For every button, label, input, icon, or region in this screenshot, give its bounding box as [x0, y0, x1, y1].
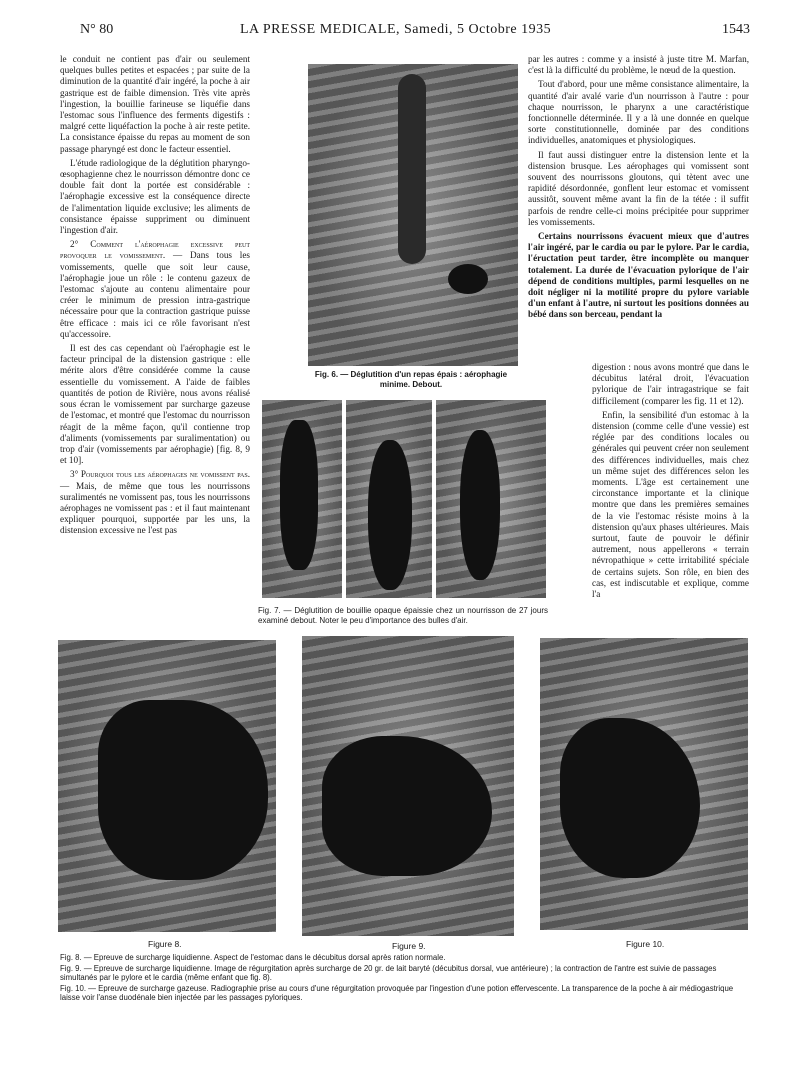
page-header	[60, 22, 750, 40]
contrast-bolus	[280, 420, 318, 570]
paragraph: Tout d'abord, pour une même consistance alimentaire, la quantité d'air avalé varie d'un nourrisson à l'autre : pour chaque nourrisson, le pharynx a une caractéristique fonctionnelle déterminée. Il y a là une donnée en quelque sorte constitutionnelle, dominée par des conditions individuelles, anatomiques et physiologiques.	[528, 79, 749, 146]
section-3	[60, 469, 250, 536]
figure-7-caption: Fig. 7. — Déglutition de bouillie opaque épaissie chez un nourrisson de 27 jours examiné debout. Noter le peu d'importance des bulles d'air.	[258, 606, 548, 625]
issue-number: N° 80	[80, 22, 114, 37]
contrast-bolus	[448, 264, 488, 294]
figure-8-xray	[58, 640, 276, 932]
section-heading: 2° Comment l'aérophagie excessive peut provoquer le vomissement.	[60, 239, 250, 261]
paragraph: Il faut aussi distinguer entre la distension lente et la distension brusque. Les aérophages qui vomissent sont souvent des nourrissons gloutons, qui tètent avec une rapidité désordonnée, gonflent leur estomac et vomissent aussitôt, souvent même avant la fin de la tétée : il suffit parfois de rendre celle-ci moins précipitée pour supprimer les vomissements.	[528, 149, 749, 227]
left-column	[60, 54, 250, 540]
stomach-shadow	[560, 718, 700, 878]
paragraph: L'étude radiologique de la déglutition pharyngo-œsophagienne chez le nourrisson démontre donc ce double fait dont la portée est considérable : l'aérophagie excessive est la conséquence directe de l'alimentation liquide exclusive; les aliments de consistance épaisse suppriment ou diminuent l'ingestion d'air.	[60, 157, 250, 236]
figure-8-caption: Fig. 8. — Epreuve de surcharge liquidienne. Aspect de l'estomac dans le décubitus dorsal après ration normale.	[60, 953, 446, 962]
figure-9-caption: Fig. 9. — Epreuve de surcharge liquidienne. Image de régurgitation après surcharge de 20 gr. de lait baryté (décubitus dorsal, vue antérieure) ; la contraction de l'antre est suivie de passages simultanés par le pylore et le cardia (même enfant que fig. 8).	[60, 963, 717, 983]
figure-6-caption: Fig. 6. — Déglutition d'un repas épais : aérophagie minime. Debout.	[314, 370, 508, 389]
figure-7a-xray	[262, 400, 342, 598]
section-text: — Dans tous les vomissements, quelle que soit leur cause, l'aérophagie joue un rôle : le contenu gazeux de l'estomac s'ajoute au contenu alimentaire pour créer le minimum de pression intra-gastrique nécessaire pour que la contraction gastrique puisse être efficace : mais ici ce rôle favorisant n'est qu'accessoire.	[60, 250, 251, 339]
right-column	[528, 54, 749, 324]
figure-7c-xray	[436, 400, 546, 598]
journal-title: LA PRESSE MEDICALE, Samedi, 5 Octobre 1935	[240, 22, 552, 37]
section-heading: 3° Pourquoi tous les aérophages ne vomissent pas.	[70, 469, 250, 480]
paragraph: le conduit ne contient pas d'air ou seulement quelques bulles petites et espacées ; par suite de la diminution de la quantité d'air ingéré, la poche à air gastrique est de faible dimension. Très vite après l'ingestion, la bouillie farineuse se liquéfie dans l'estomac sous l'influence des ferments digestifs : malgré cette liquéfaction la poche à air reste petite. La consistance épaisse du repas au moment de son passage pharyngé est donc le facteur essentiel.	[60, 54, 250, 154]
page-number: 1543	[722, 22, 750, 37]
right-column-continued	[592, 362, 749, 603]
figure-10-label: Figure 10.	[626, 939, 665, 949]
figure-8-label: Figure 8.	[148, 939, 182, 949]
stomach-shadow	[322, 736, 492, 876]
paragraph: Il est des cas cependant où l'aérophagie est le facteur principal de la distension gastrique : elle mérite alors d'être considérée comme la cause essentielle du vomissement. A l'aide de faibles quantités de potion de Rivière, nous avons réalisé sous écran le vomissement par surcharge gazeuse de l'estomac, et montré que l'estomac du nourrisson réagit de la même façon, qu'il contienne trop d'aliments (vomissements par suralimentation) ou trop d'air (vomissements par aérophagie) [fig. 8, 9 et 10].	[60, 343, 250, 466]
figure-10-xray	[540, 638, 748, 930]
contrast-bolus	[460, 430, 500, 580]
paragraph: digestion : nous avons montré que dans le décubitus latéral droit, l'évacuation pylorique de l'air intragastrique se fait difficilement (comparer les fig. 11 et 12).	[592, 362, 749, 406]
contrast-bolus	[368, 440, 412, 590]
section-2	[60, 239, 250, 340]
figure-7b-xray	[346, 400, 432, 598]
figure-9-label: Figure 9.	[392, 941, 426, 951]
section-text: — Mais, de même que tous les nourrissons suralimentés ne vomissent pas, tous les nourrissons aérophages ne vomissent pas : et il faut maintenant expliquer pourquoi, supportée par les uns, la distension excessive ne l'est pas	[60, 480, 250, 536]
stomach-shadow	[98, 700, 268, 880]
figure-9-xray	[302, 636, 514, 936]
figure-6-xray	[308, 64, 518, 366]
esophagus-shadow	[398, 74, 426, 264]
paragraph: Enfin, la sensibilité d'un estomac à la distension (comme celle d'une vessie) est réglée par des conditions locales ou générales qui peuvent créer non seulement des différences individuelles, mais chez un même sujet des différences selon les moments. L'âge est certainement une circonstance importante et la clinique montre que dans les premières semaines de la vie l'estomac résiste moins à la distension qu'aux phases ultérieures. Mais surtout, faute de pouvoir le définir autrement, nous appellerons « terrain névropathique » cette irritabilité spéciale de certains sujets. Son rôle, en bien des cas, est indiscutable et explique, comme l'a	[592, 409, 749, 600]
figure-captions	[60, 953, 750, 1004]
paragraph: Certains nourrissons évacuent mieux que d'autres l'air ingéré, par le cardia ou par le pylore. Par le cardia, l'éructation peut tarder, être incomplète ou manquer totalement. La durée de l'évacuation pylorique de l'air dépend de conditions multiples, parmi lesquelles on ne doit négliger ni la motilité propre du pylore variable d'un enfant à l'autre, ni surtout les positions données au bébé dans son berceau, pendant la	[528, 231, 749, 320]
paragraph: par les autres : comme y a insisté à juste titre M. Marfan, c'est là la difficulté du problème, le nœud de la question.	[528, 54, 749, 76]
figure-10-caption: Fig. 10. — Epreuve de surcharge gazeuse. Radiographie prise au cours d'une régurgitation provoquée par l'ingestion d'une potion effervescente. La transparence de la poche à air médiogastrique laisse voir l'anse duodénale bien injectée par les passages pyloriques.	[60, 983, 734, 1003]
